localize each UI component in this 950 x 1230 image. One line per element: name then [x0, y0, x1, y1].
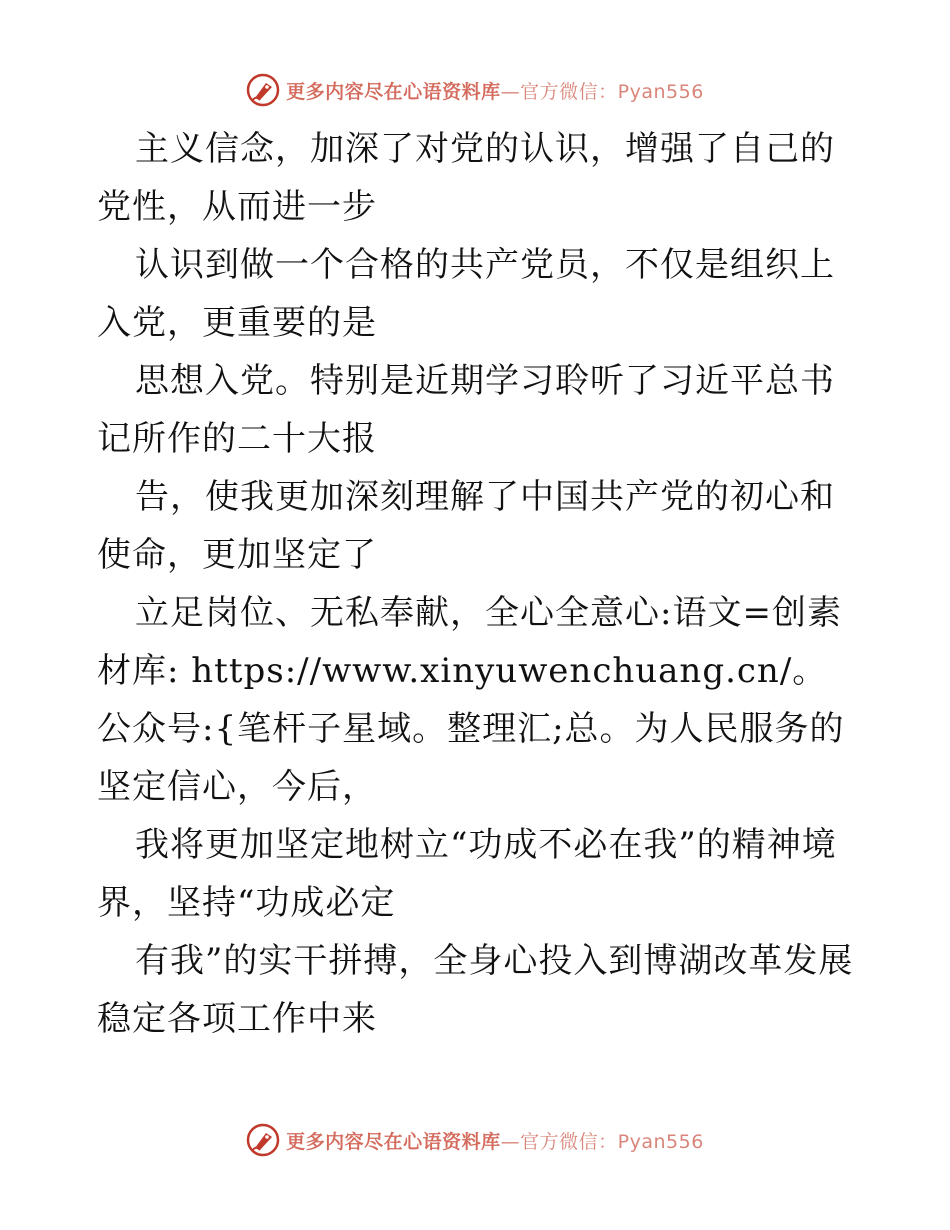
paragraph-1: 主义信念，加深了对党的认识，增强了自己的党性，从而进一步	[97, 129, 835, 227]
footer-banner	[0, 1120, 950, 1160]
footer-banner-text	[286, 1127, 704, 1154]
paragraph-6: 我将更加坚定地树立“功成不必在我”的精神境界，坚持“功成必定	[97, 825, 837, 923]
footer-wechat-text: 官方微信：Pyan556	[520, 1130, 704, 1153]
header-wechat-text: 官方微信：Pyan556	[520, 80, 704, 103]
paragraph-4: 告，使我更加深刻理解了中国共产党的初心和使命，更加坚定了	[97, 477, 835, 575]
header-separator: —	[500, 80, 521, 103]
header-brand-text: 更多内容尽在心语资料库	[286, 80, 501, 103]
document-body	[97, 120, 857, 1048]
paragraph-7: 有我”的实干拼搏，全身心投入到博湖改革发展稳定各项工作中来	[97, 941, 854, 1039]
pen-nib-logo-icon	[246, 1123, 280, 1157]
paragraph-5: 立足岗位、无私奉献，全心全意心:语文=创素材库: https://www.xinyuwenchuang.cn/。公众号:{笔杆子星域。整理汇;总。为人民服务的坚定信心，今后，	[97, 593, 845, 807]
header-banner	[0, 70, 950, 110]
footer-separator: —	[500, 1130, 521, 1153]
header-banner-text	[286, 77, 704, 104]
paragraph-2: 认识到做一个合格的共产党员，不仅是组织上入党，更重要的是	[97, 245, 835, 343]
footer-brand-text: 更多内容尽在心语资料库	[286, 1130, 501, 1153]
pen-nib-logo-icon	[246, 73, 280, 107]
paragraph-3: 思想入党。特别是近期学习聆听了习近平总书记所作的二十大报	[97, 361, 835, 459]
